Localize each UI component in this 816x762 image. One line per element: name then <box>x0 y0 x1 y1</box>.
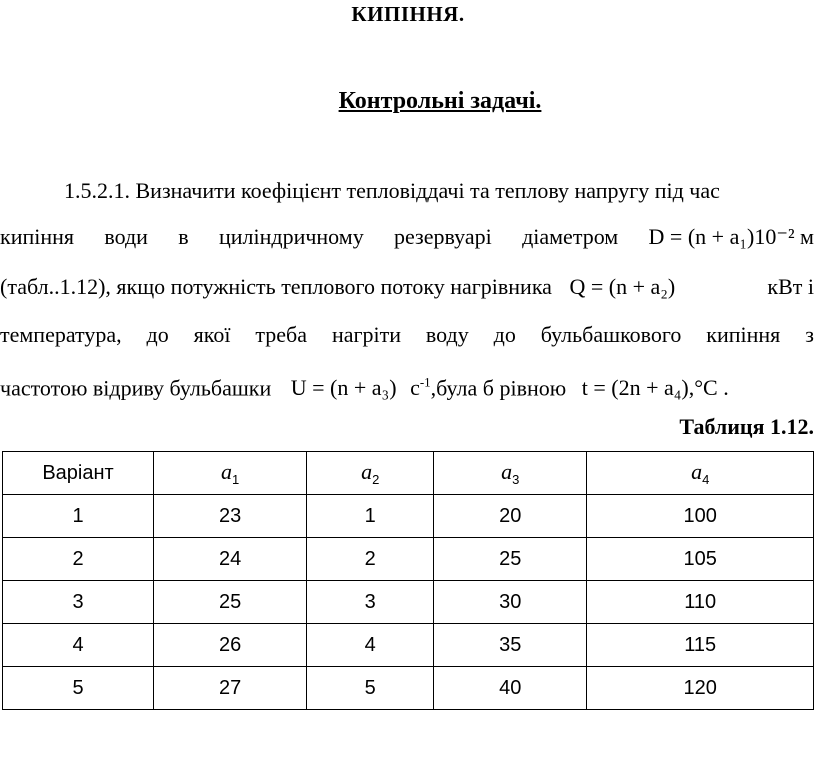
problem-line-2 <box>0 224 814 254</box>
line2-word: кипіння <box>0 224 75 249</box>
table-cell: 35 <box>434 624 587 667</box>
line2-word: резервуарі <box>394 224 492 249</box>
header-a1-letter: a <box>221 459 233 484</box>
table-row <box>3 538 814 581</box>
diameter-formula: D = (n + a₁)10⁻² м <box>648 224 814 249</box>
header-a4 <box>587 452 814 495</box>
table-cell: 3 <box>307 581 434 624</box>
line2-word: циліндричному <box>218 224 364 249</box>
header-variant: Варіант <box>3 452 154 495</box>
line5-unit-base: с <box>410 375 420 401</box>
frequency-formula: U = (n + a₃) <box>290 375 397 401</box>
line5-mid: ,була б рівною <box>430 375 567 401</box>
line5-unit-exp: -1 <box>419 375 431 390</box>
header-a2-letter: a <box>361 459 373 484</box>
temperature-formula: t = (2n + a₄),°C . <box>581 375 729 401</box>
line4-word: температура, <box>0 322 122 347</box>
table-cell: 20 <box>434 495 587 538</box>
table-cell: 1 <box>307 495 434 538</box>
table-cell: 2 <box>307 538 434 581</box>
table-caption: Таблиця 1.12. <box>679 414 814 439</box>
line4-word: воду <box>425 322 469 347</box>
table-row <box>3 624 814 667</box>
table-cell: 120 <box>587 667 814 710</box>
line3-text: (табл..1.12), якщо потужність теплового потоку нагрівника <box>0 274 552 299</box>
header-a4-index: 4 <box>702 472 710 487</box>
table-cell: 23 <box>154 495 307 538</box>
table-cell: 4 <box>3 624 154 667</box>
problem-line-1-text: 1.5.2.1. Визначити коефіцієнт тепловіддачі та теплову напругу під час <box>64 178 720 203</box>
table-cell: 27 <box>154 667 307 710</box>
problem-line-3 <box>0 274 814 304</box>
table-cell: 3 <box>3 581 154 624</box>
problem-line-1 <box>64 178 814 208</box>
line4-word: до <box>146 322 169 347</box>
table-cell: 115 <box>587 624 814 667</box>
header-a2 <box>307 452 434 495</box>
problem-line-4 <box>0 322 814 352</box>
header-a1-index: 1 <box>232 472 240 487</box>
line3-unit: кВт і <box>767 274 814 299</box>
line2-word: води <box>104 224 148 249</box>
header-a3-index: 3 <box>512 472 520 487</box>
table-cell: 110 <box>587 581 814 624</box>
table-cell: 1 <box>3 495 154 538</box>
table-cell: 24 <box>154 538 307 581</box>
line5-unit <box>410 375 431 400</box>
table-cell: 40 <box>434 667 587 710</box>
table-cell: 105 <box>587 538 814 581</box>
line5-text: частотою відриву бульбашки <box>0 375 272 401</box>
header-a2-index: 2 <box>372 472 380 487</box>
table-row <box>3 581 814 624</box>
header-a4-letter: a <box>691 459 703 484</box>
table-cell: 4 <box>307 624 434 667</box>
line4-word: до <box>493 322 516 347</box>
table-cell: 30 <box>434 581 587 624</box>
table-cell: 25 <box>434 538 587 581</box>
line4-word: кипіння <box>706 322 781 347</box>
table-cell: 2 <box>3 538 154 581</box>
data-table <box>2 451 814 710</box>
line4-word: з <box>805 322 814 347</box>
header-a3-letter: a <box>501 459 513 484</box>
line4-word: бульбашкового <box>540 322 682 347</box>
table-cell: 5 <box>307 667 434 710</box>
table-cell: 5 <box>3 667 154 710</box>
table-row <box>3 667 814 710</box>
heat-flow-formula: Q = (n + a₂) <box>569 274 676 299</box>
table-header-row <box>3 452 814 495</box>
line4-word: треба <box>255 322 308 347</box>
header-a1 <box>154 452 307 495</box>
line4-word: якої <box>193 322 231 347</box>
problem-line-5 <box>0 370 814 400</box>
table-cell: 25 <box>154 581 307 624</box>
chapter-title: КИПІННЯ. <box>351 2 465 26</box>
line4-word: нагріти <box>331 322 401 347</box>
line2-word: в <box>178 224 189 249</box>
line2-word: діаметром <box>522 224 619 249</box>
table-cell: 100 <box>587 495 814 538</box>
table-row <box>3 495 814 538</box>
section-title: Контрольні задачі. <box>338 88 542 114</box>
header-a3 <box>434 452 587 495</box>
table-cell: 26 <box>154 624 307 667</box>
